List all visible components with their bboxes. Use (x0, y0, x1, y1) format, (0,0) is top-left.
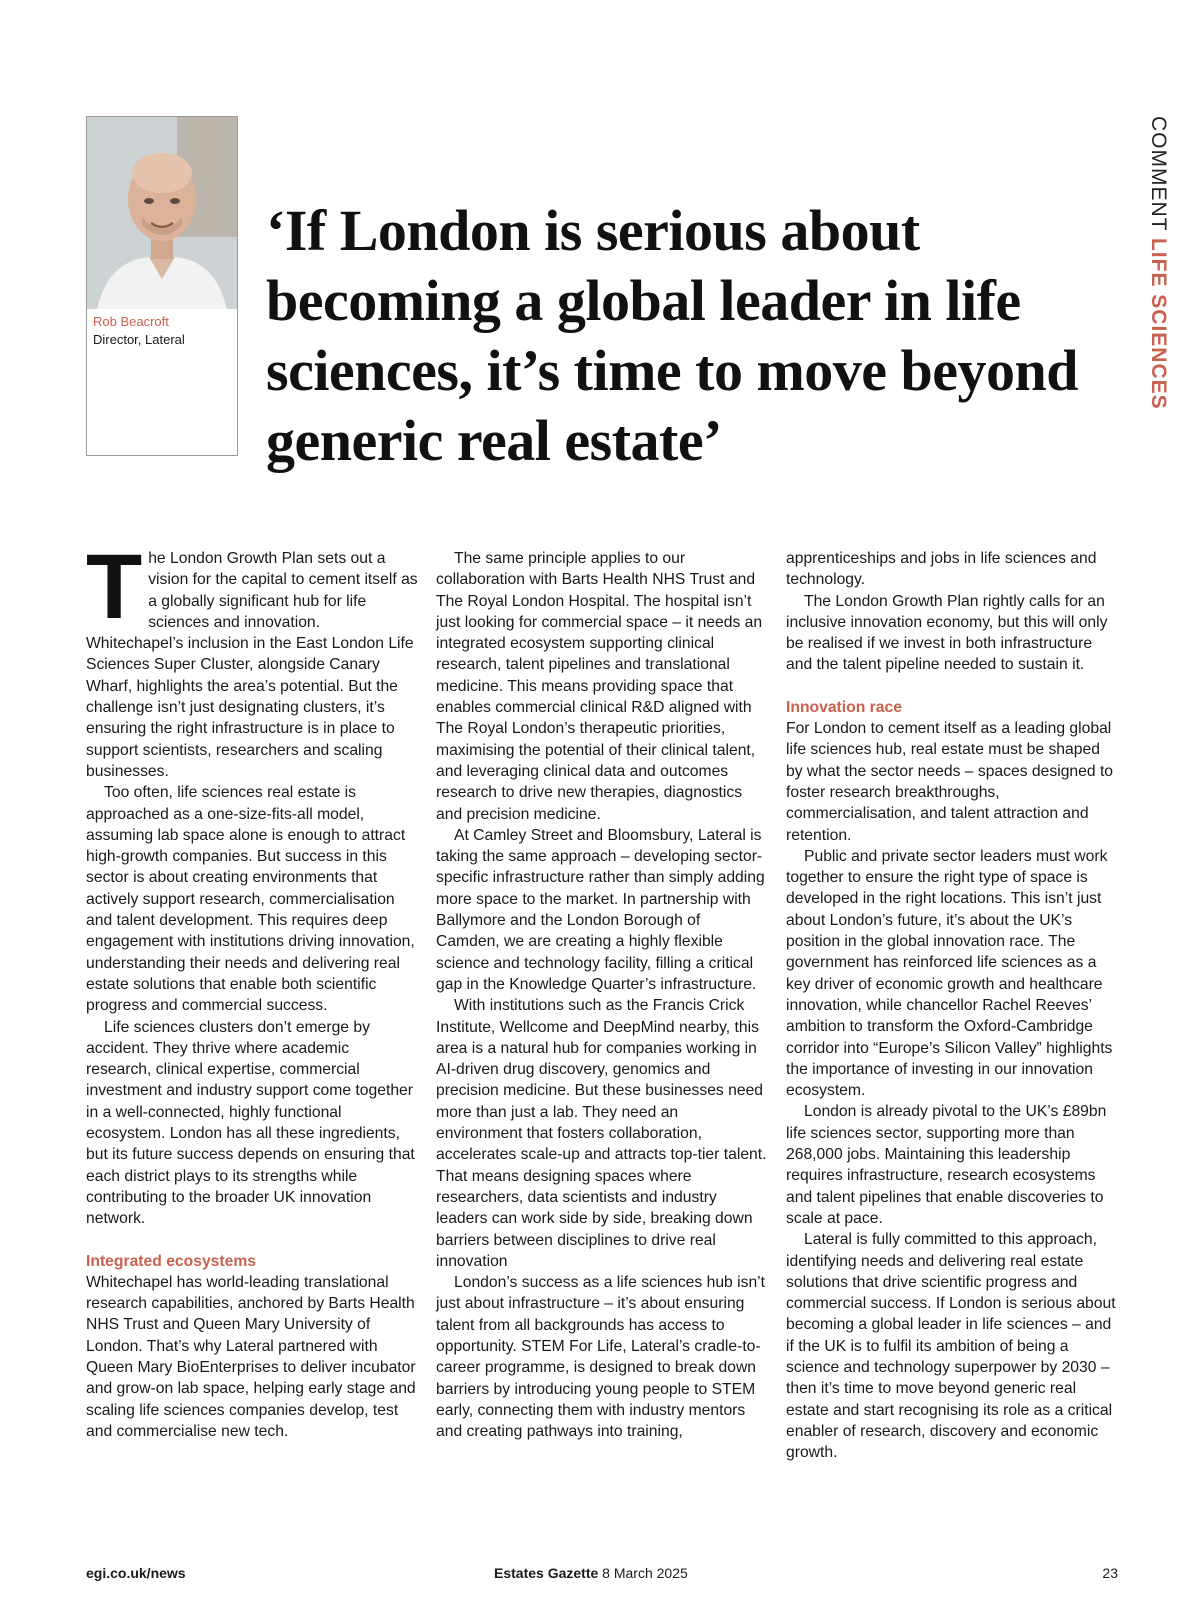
publication-name: Estates Gazette (494, 1565, 599, 1581)
paragraph: London’s success as a life sciences hub isn’t just about infrastructure – it’s about ensuring talent from all backgrounds has access to opportunity. STEM For Life, Lateral’s cradle-to-career programme, is designed to break down barriers by introducing young people to STEM early, connecting them with industry mentors and creating pathways into training, (436, 1274, 766, 1441)
publication-date: 8 March 2025 (602, 1565, 688, 1581)
author-card (86, 116, 238, 456)
paragraph: apprenticeships and jobs in life sciences and technology. (786, 550, 1097, 589)
paragraph: At Camley Street and Bloomsbury, Lateral is taking the same approach – developing sector-specific infrastructure rather than simply adding more space to the market. In partnership with Ballymore and the London Borough of Camden, we are creating a highly flexible science and technology facility, filling a critical gap in the Knowledge Quarter’s infrastructure. (436, 826, 765, 993)
page-number: 23 (1102, 1565, 1118, 1581)
author-role: Director, Lateral (93, 332, 185, 347)
section-subject: LIFE SCIENCES (1147, 237, 1170, 410)
author-photo (87, 117, 237, 309)
column-3 (786, 548, 1118, 1463)
footer-publication-info (494, 1565, 688, 1581)
author-name: Rob Beacroft (93, 314, 169, 329)
paragraph: Whitechapel has world-leading translational research capabilities, anchored by Barts Health NHS Trust and Queen Mary University of London. That’s why Lateral partnered with Queen Mary BioEnterprises to deliver incubator and grow-on lab space, helping early stage and scaling life sciences companies develop, test and commercialise new tech. (86, 1273, 416, 1440)
paragraph: Public and private sector leaders must work together to ensure the right type of space is developed in the right locations. This isn’t just about London’s future, it’s about the UK’s position in the global innovation race. The government has reinforced life sciences as a key driver of economic growth and healthcare innovation, while chancellor Rachel Reeves’ ambition to transform the Oxford-Cambridge corridor into “Europe’s Silicon Valley” highlights the importance of investing in our innovation ecosystem. (786, 847, 1113, 1100)
paragraph: Lateral is fully committed to this approach, identifying needs and delivering real estate solutions that drive scientific progress and commercial success. If London is serious about becoming a global leader in life sciences – and if the UK is to fulfil its ambition of being a science and technology superpower by 2030 – then it’s time to move beyond generic real estate and start recognising its role as a critical enabler of research, discovery and economic growth. (786, 1231, 1116, 1462)
footer-url[interactable]: egi.co.uk/news (86, 1565, 186, 1581)
paragraph: Too often, life sciences real estate is approached as a one-size-fits-all model, assuming lab space alone is enough to attract high-growth companies. But success in this sector is about creating environments that actively support research, commercialisation and talent development. This requires deep engagement with institutions driving innovation, understanding their needs and delivering real estate solutions that enable both scientific progress and commercial success. (86, 784, 415, 1015)
subheading: Integrated ecosystems (86, 1252, 257, 1270)
paragraph: For London to cement itself as a leading global life sciences hub, real estate must be shaped by what the sector needs – spaces designed to foster research breakthroughs, commercialisation, and talent attraction and retention. (786, 720, 1114, 844)
paragraph: The London Growth Plan rightly calls for an inclusive innovation economy, but this will only be realised if we invest in both infrastructure and the talent pipeline needed to sustain it. (786, 592, 1108, 674)
author-caption (93, 313, 185, 349)
paragraph: With institutions such as the Francis Crick Institute, Wellcome and DeepMind nearby, this area is a natural hub for companies working in AI-driven drug discovery, genomics and precision medicine. But these businesses need more than just a lab. They need an environment that fosters collaboration, accelerates scale-up and attracts top-tier talent. That means designing spaces where researchers, data scientists and industry leaders can work side by side, breaking down barriers between disciplines to drive real innovation (436, 997, 767, 1270)
article-body (86, 536, 1116, 1538)
page-footer (86, 1565, 1118, 1585)
paragraph: The same principle applies to our collaboration with Barts Health NHS Trust and The Royal London Hospital. The hospital isn’t just looking for commercial space – it needs an integrated ecosystem supporting clinical research, talent pipelines and translational medicine. This means providing space that enables commercial clinical R&D aligned with The Royal London’s therapeutic priorities, maximising the potential of their clinical talent, and leveraging clinical data and outcomes research to drive new therapies, diagnostics and precision medicine. (436, 550, 763, 823)
column-1 (86, 536, 418, 1442)
paragraph-text: he London Growth Plan sets out a vision for the capital to cement itself as a globally significant hub for life sciences and innovation. Whitechapel’s inclusion in the East London Life Sciences Super Cluster, alongside Canary Wharf, highlights the area’s potential. But the challenge isn’t just designating clusters, it’s ensuring the right infrastructure is in place to support scientists, researchers and scaling businesses. (86, 550, 418, 780)
drop-cap: T (86, 536, 143, 638)
paragraph: London is already pivotal to the UK’s £89bn life sciences sector, supporting more than 268,000 jobs. Maintaining this leadership requires infrastructure, research ecosystems and talent pipelines that enable discoveries to scale at pace. (786, 1103, 1107, 1227)
section-category: COMMENT (1147, 116, 1170, 232)
subheading: Innovation race (786, 698, 902, 716)
paragraph: Life sciences clusters don’t emerge by accident. They thrive where academic research, clinical expertise, commercial investment and industry support come together in a well-connected, highly functional ecosystem. London has all these ingredients, but its future success depends on ensuring that each district plays to its strengths while contributing to the broader UK innovation network. (86, 1018, 415, 1228)
headline: ‘If London is serious about becoming a global leader in life sciences, it’s time to move beyond generic real estate’ (266, 198, 1079, 473)
paragraph (86, 536, 418, 782)
section-label (1140, 116, 1170, 416)
column-2 (436, 548, 768, 1442)
